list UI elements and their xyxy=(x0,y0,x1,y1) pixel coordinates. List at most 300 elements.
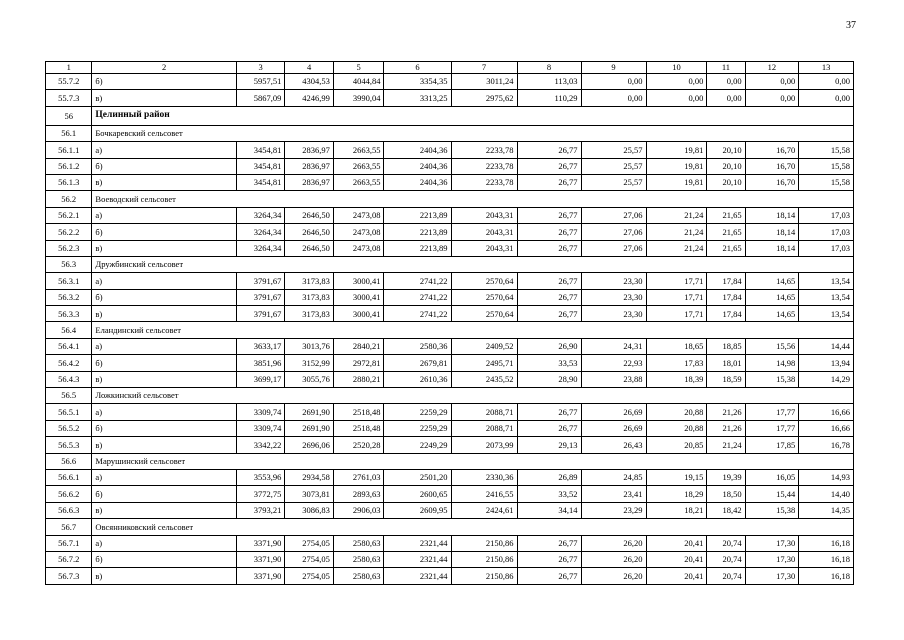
value-cell: 17,71 xyxy=(646,273,707,289)
row-number: 56.4.3 xyxy=(46,371,92,387)
value-cell: 2518,48 xyxy=(333,404,384,420)
row-number: 56.7.1 xyxy=(46,535,92,551)
value-cell: 24,31 xyxy=(581,338,646,354)
value-cell: 2424,61 xyxy=(451,502,517,518)
settlement-row xyxy=(46,519,854,535)
value-cell: 15,58 xyxy=(799,158,854,174)
value-cell: 17,30 xyxy=(745,551,799,567)
settlement-name: Ложкинский сельсовет xyxy=(92,388,854,404)
value-cell: 17,84 xyxy=(707,273,745,289)
row-variant-label: в) xyxy=(92,502,236,518)
value-cell: 19,39 xyxy=(707,469,745,485)
table-row xyxy=(46,174,854,190)
value-cell: 2580,36 xyxy=(384,338,451,354)
value-cell: 17,85 xyxy=(745,437,799,453)
row-variant-label: б) xyxy=(92,551,236,567)
value-cell: 15,38 xyxy=(745,371,799,387)
value-cell: 20,41 xyxy=(646,551,707,567)
row-variant-label: в) xyxy=(92,371,236,387)
value-cell: 2741,22 xyxy=(384,289,451,305)
value-cell: 26,77 xyxy=(517,535,581,551)
value-cell: 2580,63 xyxy=(333,535,384,551)
table-row xyxy=(46,568,854,584)
value-cell: 15,58 xyxy=(799,174,854,190)
district-row xyxy=(46,106,854,125)
table-row xyxy=(46,224,854,240)
value-cell: 2893,63 xyxy=(333,486,384,502)
value-cell: 2975,62 xyxy=(451,90,517,106)
value-cell: 2249,29 xyxy=(384,437,451,453)
value-cell: 16,66 xyxy=(799,420,854,436)
value-cell: 20,10 xyxy=(707,142,745,158)
value-cell: 20,41 xyxy=(646,535,707,551)
column-number: 2 xyxy=(92,62,236,74)
row-number: 56.6.2 xyxy=(46,486,92,502)
value-cell: 14,29 xyxy=(799,371,854,387)
value-cell: 14,98 xyxy=(745,355,799,371)
table-row xyxy=(46,142,854,158)
value-cell: 25,57 xyxy=(581,174,646,190)
value-cell: 26,77 xyxy=(517,158,581,174)
value-cell: 14,44 xyxy=(799,338,854,354)
row-number: 56.3.3 xyxy=(46,306,92,322)
value-cell: 17,83 xyxy=(646,355,707,371)
row-variant-label: в) xyxy=(92,437,236,453)
value-cell: 16,66 xyxy=(799,404,854,420)
value-cell: 17,84 xyxy=(707,306,745,322)
value-cell: 21,24 xyxy=(707,437,745,453)
column-number: 7 xyxy=(451,62,517,74)
value-cell: 2754,05 xyxy=(285,551,334,567)
value-cell: 18,29 xyxy=(646,486,707,502)
settlement-row xyxy=(46,125,854,141)
table-row xyxy=(46,74,854,90)
settlement-name: Воеводский сельсовет xyxy=(92,191,854,207)
settlement-row xyxy=(46,322,854,338)
value-cell: 16,70 xyxy=(745,158,799,174)
row-number: 56.2.3 xyxy=(46,240,92,256)
value-cell: 2646,50 xyxy=(285,224,334,240)
row-variant-label: в) xyxy=(92,306,236,322)
row-variant-label: б) xyxy=(92,74,236,90)
value-cell: 3553,96 xyxy=(236,469,285,485)
column-number: 1 xyxy=(46,62,92,74)
row-number: 55.7.3 xyxy=(46,90,92,106)
value-cell: 2646,50 xyxy=(285,240,334,256)
row-variant-label: в) xyxy=(92,90,236,106)
value-cell: 110,29 xyxy=(517,90,581,106)
row-number: 56.5.1 xyxy=(46,404,92,420)
row-number: 56.4.2 xyxy=(46,355,92,371)
value-cell: 21,65 xyxy=(707,240,745,256)
row-number: 56.5.2 xyxy=(46,420,92,436)
value-cell: 3791,67 xyxy=(236,306,285,322)
value-cell: 113,03 xyxy=(517,74,581,90)
row-number: 56.7.2 xyxy=(46,551,92,567)
value-cell: 2233,78 xyxy=(451,142,517,158)
value-cell: 17,71 xyxy=(646,306,707,322)
value-cell: 14,65 xyxy=(745,306,799,322)
value-cell: 2473,08 xyxy=(333,207,384,223)
value-cell: 19,81 xyxy=(646,158,707,174)
value-cell: 2150,86 xyxy=(451,568,517,584)
value-cell: 3264,34 xyxy=(236,224,285,240)
value-cell: 25,57 xyxy=(581,142,646,158)
value-cell: 20,10 xyxy=(707,174,745,190)
value-cell: 3264,34 xyxy=(236,240,285,256)
value-cell: 25,57 xyxy=(581,158,646,174)
value-cell: 2836,97 xyxy=(285,174,334,190)
value-cell: 2570,64 xyxy=(451,273,517,289)
district-name: Целинный район xyxy=(92,106,854,125)
value-cell: 26,77 xyxy=(517,174,581,190)
value-cell: 2754,05 xyxy=(285,535,334,551)
table-row xyxy=(46,240,854,256)
value-cell: 16,78 xyxy=(799,437,854,453)
value-cell: 3000,41 xyxy=(333,289,384,305)
value-cell: 3371,90 xyxy=(236,535,285,551)
value-cell: 2259,29 xyxy=(384,404,451,420)
table-row xyxy=(46,289,854,305)
column-number: 6 xyxy=(384,62,451,74)
value-cell: 2435,52 xyxy=(451,371,517,387)
value-cell: 3990,04 xyxy=(333,90,384,106)
value-cell: 2646,50 xyxy=(285,207,334,223)
row-number: 56.7.3 xyxy=(46,568,92,584)
value-cell: 2233,78 xyxy=(451,174,517,190)
settlement-row xyxy=(46,453,854,469)
row-number: 56.1.3 xyxy=(46,174,92,190)
value-cell: 0,00 xyxy=(581,90,646,106)
value-cell: 13,94 xyxy=(799,355,854,371)
value-cell: 2691,90 xyxy=(285,404,334,420)
row-variant-label: а) xyxy=(92,142,236,158)
value-cell: 2880,21 xyxy=(333,371,384,387)
value-cell: 17,03 xyxy=(799,224,854,240)
table-row xyxy=(46,486,854,502)
value-cell: 2043,31 xyxy=(451,240,517,256)
value-cell: 20,88 xyxy=(646,404,707,420)
value-cell: 27,06 xyxy=(581,240,646,256)
value-cell: 2934,58 xyxy=(285,469,334,485)
value-cell: 21,24 xyxy=(646,207,707,223)
value-cell: 21,24 xyxy=(646,224,707,240)
column-number: 8 xyxy=(517,62,581,74)
column-number: 9 xyxy=(581,62,646,74)
value-cell: 13,54 xyxy=(799,273,854,289)
value-cell: 13,54 xyxy=(799,306,854,322)
row-number: 56.3.1 xyxy=(46,273,92,289)
value-cell: 3454,81 xyxy=(236,158,285,174)
row-number: 56.3 xyxy=(46,256,92,272)
value-cell: 23,30 xyxy=(581,289,646,305)
value-cell: 4304,53 xyxy=(285,74,334,90)
value-cell: 3086,83 xyxy=(285,502,334,518)
value-cell: 26,77 xyxy=(517,551,581,567)
table-row xyxy=(46,306,854,322)
value-cell: 0,00 xyxy=(799,90,854,106)
value-cell: 26,77 xyxy=(517,273,581,289)
value-cell: 0,00 xyxy=(799,74,854,90)
value-cell: 2088,71 xyxy=(451,404,517,420)
value-cell: 27,06 xyxy=(581,224,646,240)
value-cell: 33,52 xyxy=(517,486,581,502)
value-cell: 2663,55 xyxy=(333,142,384,158)
value-cell: 20,10 xyxy=(707,158,745,174)
value-cell: 2213,89 xyxy=(384,240,451,256)
value-cell: 26,20 xyxy=(581,568,646,584)
value-cell: 3309,74 xyxy=(236,404,285,420)
row-variant-label: а) xyxy=(92,535,236,551)
value-cell: 3342,22 xyxy=(236,437,285,453)
value-cell: 21,26 xyxy=(707,420,745,436)
row-number: 56.6.1 xyxy=(46,469,92,485)
value-cell: 17,30 xyxy=(745,568,799,584)
value-cell: 3013,76 xyxy=(285,338,334,354)
value-cell: 20,74 xyxy=(707,535,745,551)
table-row xyxy=(46,207,854,223)
value-cell: 33,53 xyxy=(517,355,581,371)
value-cell: 2330,36 xyxy=(451,469,517,485)
row-number: 56.2 xyxy=(46,191,92,207)
value-cell: 23,41 xyxy=(581,486,646,502)
value-cell: 2073,99 xyxy=(451,437,517,453)
value-cell: 2836,97 xyxy=(285,142,334,158)
value-cell: 0,00 xyxy=(707,90,745,106)
value-cell: 3313,25 xyxy=(384,90,451,106)
value-cell: 14,65 xyxy=(745,289,799,305)
value-cell: 0,00 xyxy=(745,74,799,90)
value-cell: 2259,29 xyxy=(384,420,451,436)
value-cell: 2321,44 xyxy=(384,568,451,584)
value-cell: 2679,81 xyxy=(384,355,451,371)
row-number: 56.1.1 xyxy=(46,142,92,158)
row-variant-label: а) xyxy=(92,207,236,223)
column-number: 11 xyxy=(707,62,745,74)
value-cell: 18,42 xyxy=(707,502,745,518)
value-cell: 2321,44 xyxy=(384,551,451,567)
table-row xyxy=(46,355,854,371)
value-cell: 2761,03 xyxy=(333,469,384,485)
value-cell: 15,38 xyxy=(745,502,799,518)
value-cell: 21,24 xyxy=(646,240,707,256)
row-number: 56 xyxy=(46,106,92,125)
value-cell: 3173,83 xyxy=(285,306,334,322)
table-row xyxy=(46,371,854,387)
value-cell: 16,18 xyxy=(799,568,854,584)
value-cell: 13,54 xyxy=(799,289,854,305)
value-cell: 3851,96 xyxy=(236,355,285,371)
value-cell: 2663,55 xyxy=(333,158,384,174)
value-cell: 3011,24 xyxy=(451,74,517,90)
column-number: 3 xyxy=(236,62,285,74)
value-cell: 0,00 xyxy=(581,74,646,90)
value-cell: 26,20 xyxy=(581,551,646,567)
row-number: 56.6 xyxy=(46,453,92,469)
value-cell: 2088,71 xyxy=(451,420,517,436)
value-cell: 3173,83 xyxy=(285,273,334,289)
value-cell: 19,81 xyxy=(646,174,707,190)
row-variant-label: б) xyxy=(92,355,236,371)
value-cell: 26,77 xyxy=(517,568,581,584)
row-variant-label: б) xyxy=(92,224,236,240)
value-cell: 16,05 xyxy=(745,469,799,485)
row-variant-label: а) xyxy=(92,404,236,420)
value-cell: 2570,64 xyxy=(451,289,517,305)
value-cell: 2150,86 xyxy=(451,551,517,567)
value-cell: 26,43 xyxy=(581,437,646,453)
value-cell: 3173,83 xyxy=(285,289,334,305)
value-cell: 18,39 xyxy=(646,371,707,387)
value-cell: 14,65 xyxy=(745,273,799,289)
value-cell: 17,77 xyxy=(745,420,799,436)
row-number: 56.5.3 xyxy=(46,437,92,453)
row-variant-label: б) xyxy=(92,486,236,502)
column-number: 4 xyxy=(285,62,334,74)
value-cell: 26,77 xyxy=(517,142,581,158)
value-cell: 2409,52 xyxy=(451,338,517,354)
value-cell: 3000,41 xyxy=(333,306,384,322)
value-cell: 18,14 xyxy=(745,240,799,256)
value-cell: 2691,90 xyxy=(285,420,334,436)
value-cell: 3073,81 xyxy=(285,486,334,502)
value-cell: 3309,74 xyxy=(236,420,285,436)
row-number: 56.2.2 xyxy=(46,224,92,240)
table-row xyxy=(46,437,854,453)
value-cell: 18,14 xyxy=(745,224,799,240)
table-row xyxy=(46,469,854,485)
value-cell: 17,03 xyxy=(799,207,854,223)
value-cell: 18,85 xyxy=(707,338,745,354)
value-cell: 0,00 xyxy=(707,74,745,90)
value-cell: 0,00 xyxy=(745,90,799,106)
row-number: 56.3.2 xyxy=(46,289,92,305)
value-cell: 2473,08 xyxy=(333,240,384,256)
value-cell: 26,77 xyxy=(517,420,581,436)
value-cell: 26,77 xyxy=(517,404,581,420)
value-cell: 3772,75 xyxy=(236,486,285,502)
value-cell: 21,26 xyxy=(707,404,745,420)
value-cell: 0,00 xyxy=(646,74,707,90)
settlement-name: Марушинский сельсовет xyxy=(92,453,854,469)
value-cell: 2840,21 xyxy=(333,338,384,354)
row-number: 56.4.1 xyxy=(46,338,92,354)
value-cell: 34,14 xyxy=(517,502,581,518)
value-cell: 22,93 xyxy=(581,355,646,371)
value-cell: 26,69 xyxy=(581,404,646,420)
value-cell: 2580,63 xyxy=(333,551,384,567)
value-cell: 2404,36 xyxy=(384,142,451,158)
tariff-table xyxy=(45,61,854,585)
value-cell: 19,81 xyxy=(646,142,707,158)
value-cell: 26,89 xyxy=(517,469,581,485)
value-cell: 2043,31 xyxy=(451,207,517,223)
value-cell: 2609,95 xyxy=(384,502,451,518)
value-cell: 5957,51 xyxy=(236,74,285,90)
value-cell: 23,29 xyxy=(581,502,646,518)
column-number: 5 xyxy=(333,62,384,74)
value-cell: 18,65 xyxy=(646,338,707,354)
value-cell: 26,69 xyxy=(581,420,646,436)
value-cell: 3699,17 xyxy=(236,371,285,387)
value-cell: 15,58 xyxy=(799,142,854,158)
value-cell: 14,93 xyxy=(799,469,854,485)
value-cell: 2233,78 xyxy=(451,158,517,174)
row-number: 56.1 xyxy=(46,125,92,141)
value-cell: 2610,36 xyxy=(384,371,451,387)
value-cell: 17,30 xyxy=(745,535,799,551)
value-cell: 23,30 xyxy=(581,273,646,289)
value-cell: 2416,55 xyxy=(451,486,517,502)
column-number-row xyxy=(46,62,854,74)
row-variant-label: в) xyxy=(92,568,236,584)
value-cell: 20,74 xyxy=(707,568,745,584)
row-variant-label: в) xyxy=(92,174,236,190)
value-cell: 16,18 xyxy=(799,551,854,567)
row-variant-label: а) xyxy=(92,469,236,485)
value-cell: 18,01 xyxy=(707,355,745,371)
value-cell: 14,40 xyxy=(799,486,854,502)
value-cell: 14,35 xyxy=(799,502,854,518)
value-cell: 27,06 xyxy=(581,207,646,223)
value-cell: 2520,28 xyxy=(333,437,384,453)
row-number: 56.2.1 xyxy=(46,207,92,223)
value-cell: 2754,05 xyxy=(285,568,334,584)
value-cell: 15,44 xyxy=(745,486,799,502)
value-cell: 3793,21 xyxy=(236,502,285,518)
value-cell: 4246,99 xyxy=(285,90,334,106)
column-number: 10 xyxy=(646,62,707,74)
value-cell: 5867,09 xyxy=(236,90,285,106)
value-cell: 4044,84 xyxy=(333,74,384,90)
value-cell: 26,77 xyxy=(517,289,581,305)
settlement-row xyxy=(46,191,854,207)
row-variant-label: а) xyxy=(92,338,236,354)
value-cell: 2696,06 xyxy=(285,437,334,453)
value-cell: 18,59 xyxy=(707,371,745,387)
value-cell: 20,85 xyxy=(646,437,707,453)
table-row xyxy=(46,90,854,106)
value-cell: 21,65 xyxy=(707,207,745,223)
table-row xyxy=(46,535,854,551)
value-cell: 16,70 xyxy=(745,142,799,158)
value-cell: 26,77 xyxy=(517,207,581,223)
value-cell: 18,14 xyxy=(745,207,799,223)
value-cell: 17,71 xyxy=(646,289,707,305)
value-cell: 29,13 xyxy=(517,437,581,453)
value-cell: 3791,67 xyxy=(236,289,285,305)
value-cell: 2404,36 xyxy=(384,174,451,190)
page-number: 37 xyxy=(846,20,856,31)
settlement-name: Еландинский сельсовет xyxy=(92,322,854,338)
value-cell: 2906,03 xyxy=(333,502,384,518)
value-cell: 3371,90 xyxy=(236,551,285,567)
row-variant-label: а) xyxy=(92,273,236,289)
settlement-row xyxy=(46,256,854,272)
value-cell: 26,77 xyxy=(517,306,581,322)
value-cell: 3454,81 xyxy=(236,142,285,158)
value-cell: 2972,81 xyxy=(333,355,384,371)
value-cell: 2741,22 xyxy=(384,306,451,322)
row-number: 55.7.2 xyxy=(46,74,92,90)
value-cell: 18,50 xyxy=(707,486,745,502)
row-number: 56.1.2 xyxy=(46,158,92,174)
value-cell: 2495,71 xyxy=(451,355,517,371)
table-row xyxy=(46,502,854,518)
value-cell: 16,18 xyxy=(799,535,854,551)
settlement-row xyxy=(46,388,854,404)
value-cell: 2518,48 xyxy=(333,420,384,436)
